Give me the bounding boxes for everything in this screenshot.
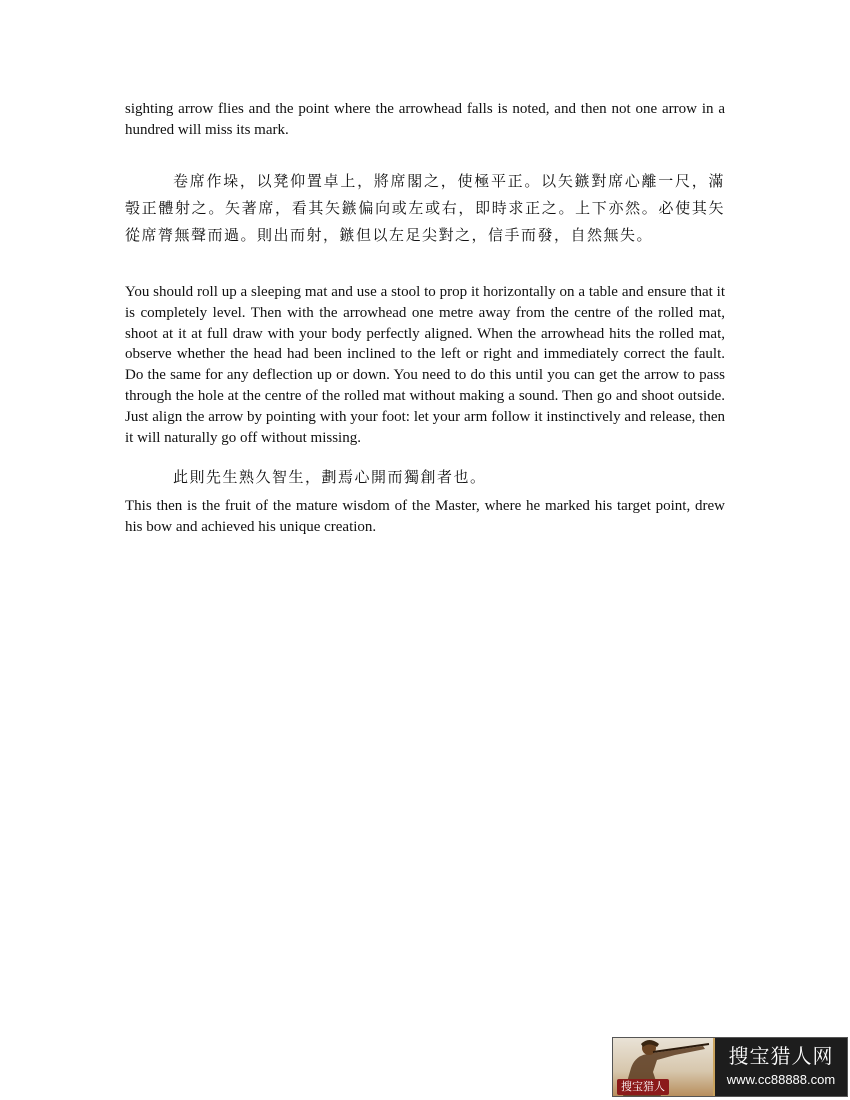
paragraph-chinese-1: 卷席作垛，以凳仰置卓上，將席閣之，使極平正。以矢鏃對席心離一尺，滿彀正體射之。矢著席，看其矢鏃偏向或左或右，即時求正之。上下亦然。必使其矢從席膂無聲而過。則出而射，鏃但以左足尖對之，信手而發，自然無失。 xyxy=(125,172,725,244)
watermark-text-block xyxy=(717,1043,845,1093)
watermark-url: www.cc88888.com xyxy=(726,1072,836,1087)
watermark-logo xyxy=(612,1037,848,1097)
archer-icon xyxy=(613,1038,715,1097)
watermark-site-name: 搜宝猎人网 xyxy=(728,1044,834,1068)
paragraph-english-2: You should roll up a sleeping mat and use a stool to prop it horizontally on a table and ensure that it is completely level. Then with the arrowhead one metre away from the centre of the rolled mat, shoot at it at full draw with your body perfectly aligned. When the arrowhead hits the rolled mat, observe whether the head had been inclined to the left or right and immediately correct the fault. Do the same for any deflection up or down. You need to do this until you can get the arrow to pass through the hole at the centre of the rolled mat without making a sound. Then go and shoot outside. Just align the arrow by pointing with your foot: let your arm follow it instinctively and release, then it will naturally go off without missing. xyxy=(125,284,725,446)
paragraph-chinese-2: 此則先生熟久智生，劃焉心開而獨創者也。 xyxy=(173,468,487,486)
paragraph-english-1: sighting arrow flies and the point where the arrowhead falls is noted, and then not one arrow in a hundred will miss its mark. xyxy=(125,101,725,138)
paragraph-english-3: This then is the fruit of the mature wisdom of the Master, where he marked his target point, drew his bow and achieved his unique creation. xyxy=(125,498,725,535)
watermark-seal: 搜宝猎人 xyxy=(617,1079,669,1095)
